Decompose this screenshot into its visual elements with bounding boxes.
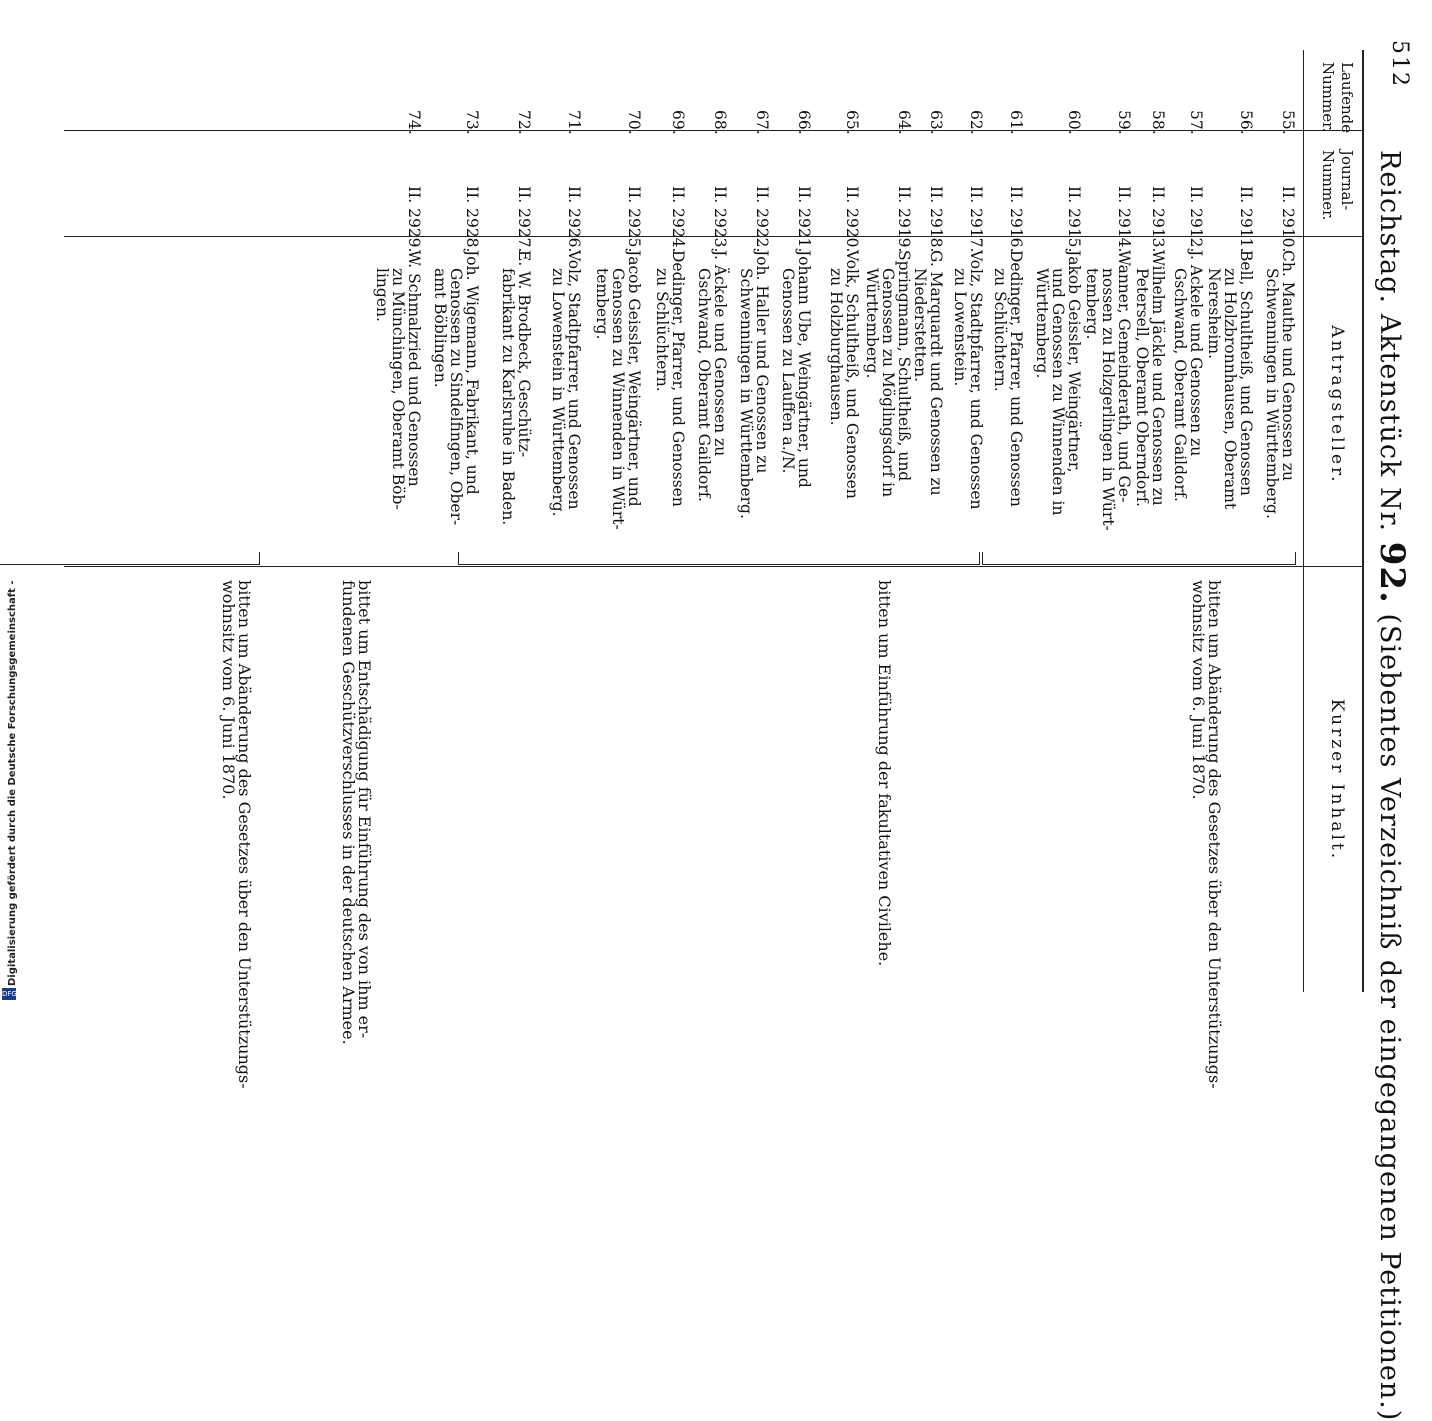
antragsteller-line: Gschwand, Oberamt Gaildorf.: [695, 268, 713, 502]
antragsteller: [780, 250, 812, 572]
row-number: 64.: [895, 110, 913, 135]
journal-number: II. 2928.: [463, 186, 481, 253]
antragsteller-line: Genossen zu Winnenden in Würt-: [609, 268, 627, 530]
antragsteller-line: Ch. Mauthe und Genossen zu: [1279, 250, 1297, 481]
antragsteller: [992, 250, 1024, 572]
row-number: 59.: [1115, 110, 1133, 135]
antragsteller: [738, 250, 770, 572]
inhalt-group-4-line1: bitten um Abänderung des Gesetzes über den Unterstützungs-: [235, 580, 254, 1089]
column-header-laufende-line1: Laufende: [1338, 62, 1356, 134]
brace-group-1: [982, 552, 1296, 565]
antragsteller-line: Neresheim.: [1205, 268, 1223, 360]
row-number: 71.: [565, 110, 583, 135]
antragsteller: [654, 250, 686, 572]
row-number: 56.: [1237, 110, 1255, 135]
antragsteller-line: Petersell, Oberamt Oberndorf.: [1133, 268, 1151, 507]
antragsteller: [1034, 250, 1082, 572]
antragsteller: [550, 250, 582, 572]
brace-group-4: [0, 552, 260, 565]
antragsteller-line: amt Böblingen.: [431, 268, 449, 388]
antragsteller-line: und Genossen zu Winnenden in: [1049, 268, 1067, 516]
antragsteller-line: temberg.: [1083, 268, 1101, 340]
antragsteller-line: J. Ackele und Genossen zu: [1187, 250, 1205, 457]
digitization-footer: [0, 0, 20, 1000]
antragsteller-line: Wilhelm Jäckle und Genossen zu: [1149, 250, 1167, 506]
column-header-inhalt: Kurzer Inhalt.: [1327, 698, 1347, 862]
row-number: 69.: [669, 110, 687, 135]
antragsteller-line: Joh. Wigemann, Fabrikant, und: [463, 250, 481, 495]
journal-number: II. 2916.: [1007, 186, 1025, 253]
antragsteller: [1084, 250, 1132, 572]
journal-number: II. 2913.: [1149, 186, 1167, 253]
antragsteller-line: zu Schlüchtern.: [653, 268, 671, 392]
inhalt-group-3-line1: bittet um Entschädigung für Einführung des von ihm er-: [355, 580, 374, 1039]
header-rule-bottom: [1303, 50, 1304, 992]
antragsteller-line: Schwenningen in Württemberg.: [737, 268, 755, 519]
inhalt-group-4: [220, 580, 252, 1089]
inhalt-group-3-line2: fundenen Geschützverschlusses in der deutschen Armee.: [339, 580, 358, 1045]
antragsteller: [952, 250, 984, 572]
antragsteller-line: Springmann, Schultheiß, und: [895, 250, 913, 482]
column-header-journal-line1: Journal-: [1338, 150, 1356, 211]
antragsteller-line: zu Münchingen, Oberamt Böb-: [389, 268, 407, 510]
journal-number: II. 2923.: [711, 186, 729, 253]
journal-number: II. 2912.: [1187, 186, 1205, 253]
journal-number: II. 2929.: [405, 186, 423, 253]
antragsteller-line: lingen.: [373, 268, 391, 322]
header-title-number: 92.: [1372, 541, 1412, 604]
row-number: 73.: [463, 110, 481, 135]
journal-number: II. 2911.: [1237, 186, 1255, 253]
row-number: 72.: [515, 110, 533, 135]
antragsteller-line: Joh. Haller und Genossen zu: [753, 250, 771, 474]
antragsteller: [696, 250, 728, 572]
header-title-prefix: Reichstag. Aktenstück Nr.: [1374, 150, 1405, 533]
inhalt-group-2-line1: bitten um Einführung der fakultativen Civilehe.: [875, 580, 894, 967]
antragsteller-line: Genossen zu Lauffen a./N.: [779, 268, 797, 474]
antragsteller-line: Bell, Schultheiß, und Genossen: [1237, 250, 1255, 496]
footer-credit: Digitalisierung gefördert durch die Deutsche Forschungsgemeinschaft -: [7, 580, 18, 986]
brace-group-2: [458, 552, 980, 565]
column-header-journal-line2: Nummer.: [1319, 150, 1337, 221]
antragsteller-line: Jakob Geissler, Weingärtner,: [1065, 250, 1083, 473]
header-rule-top: [1362, 50, 1364, 992]
journal-number: II. 2919.: [895, 186, 913, 253]
antragsteller-line: temberg.: [593, 268, 611, 340]
antragsteller-line: W. Schmalzried und Genossen: [405, 250, 423, 487]
column-header-journal: [1318, 150, 1356, 220]
antragsteller: [500, 250, 532, 572]
antragsteller: [432, 250, 480, 572]
dfg-logo: DFG: [2, 990, 17, 998]
antragsteller-line: J. Äckele und Genossen zu: [711, 250, 729, 457]
row-number: 65.: [843, 110, 861, 135]
antragsteller-line: zu Lowenstein.: [951, 268, 969, 387]
antragsteller-line: G. Marquardt und Genossen zu: [927, 250, 945, 496]
journal-number: II. 2921.: [795, 186, 813, 253]
page-number: 512: [1387, 40, 1412, 88]
column-header-antragsteller: Antragsteller.: [1327, 325, 1347, 485]
journal-number: II. 2915.: [1065, 186, 1083, 253]
antragsteller-line: nossen zu Holzgerlingen in Würt-: [1099, 268, 1117, 531]
antragsteller-line: Dedinger, Pfarrer, und Genossen: [1007, 250, 1025, 507]
journal-number: II. 2925.: [625, 186, 643, 253]
journal-number: II. 2914.: [1115, 186, 1133, 253]
journal-number: II. 2924.: [669, 186, 687, 253]
antragsteller-line: Württemberg.: [1033, 268, 1051, 379]
inhalt-group-1-line1: bitten um Abänderung des Gesetzes über den Unterstützungs-: [1205, 580, 1224, 1089]
row-number: 70.: [625, 110, 643, 135]
antragsteller-line: Württemberg.: [863, 268, 881, 379]
header-title: [1372, 150, 1412, 1421]
antragsteller-line: Niederstetten.: [911, 268, 929, 383]
row-number: 68.: [711, 110, 729, 135]
antragsteller-line: Volz, Stadtpfarrer, und Genossen: [565, 250, 583, 510]
antragsteller-line: Volz, Stadtpfarrer, und Genossen: [967, 250, 985, 510]
row-number: 61.: [1007, 110, 1025, 135]
inhalt-group-1: [1190, 580, 1222, 1089]
antragsteller-line: Genossen zu Sindelfingen, Ober-: [447, 268, 465, 526]
antragsteller-line: Gschwand, Oberamt Gaildorf.: [1171, 268, 1189, 502]
antragsteller-line: Genossen zu Möglingsdorf in: [879, 268, 897, 498]
antragsteller-line: Schwenningen in Württemberg.: [1263, 268, 1281, 519]
antragsteller-line: zu Schlüchtern.: [991, 268, 1009, 392]
row-number: 58.: [1149, 110, 1167, 135]
antragsteller: [864, 250, 912, 572]
row-number: 62.: [967, 110, 985, 135]
row-number: 57.: [1187, 110, 1205, 135]
row-number: 67.: [753, 110, 771, 135]
row-number: 66.: [795, 110, 813, 135]
journal-number: II. 2920.: [843, 186, 861, 253]
antragsteller-line: zu Holzburghausen.: [827, 268, 845, 426]
antragsteller-line: E. W. Brodbeck, Geschütz-: [515, 250, 533, 458]
antragsteller: [374, 250, 422, 572]
antragsteller: [1206, 250, 1254, 572]
journal-number: II. 2922.: [753, 186, 771, 253]
inhalt-group-3: [340, 580, 372, 1045]
antragsteller: [828, 250, 860, 572]
journal-number: II. 2910.: [1279, 186, 1297, 253]
antragsteller: [1172, 250, 1204, 572]
antragsteller-line: Johann Ube, Weingärtner, und: [795, 250, 813, 488]
antragsteller: [1134, 250, 1166, 572]
row-number: 60.: [1065, 110, 1083, 135]
journal-number: II. 2917.: [967, 186, 985, 253]
column-header-laufende-line2: Nummer.: [1319, 62, 1337, 133]
antragsteller-line: zu Lowenstein in Württemberg.: [549, 268, 567, 517]
antragsteller: [594, 250, 642, 572]
antragsteller-line: Jacob Geissler, Weingärtner, und: [625, 250, 643, 507]
row-number: 74.: [405, 110, 423, 135]
antragsteller: [1264, 250, 1296, 572]
antragsteller-line: zu Holzbronnhausen, Oberamt: [1221, 268, 1239, 510]
row-number: 55.: [1279, 110, 1297, 135]
journal-number: II. 2926.: [565, 186, 583, 253]
journal-number: II. 2927.: [515, 186, 533, 253]
antragsteller-line: fabrikant zu Karlsruhe in Baden.: [499, 268, 517, 526]
header-title-suffix: (Siebentes Verzeichniß der eingegangenen Petitionen.): [1374, 613, 1405, 1421]
inhalt-group-2: [876, 580, 892, 966]
page-header: [1372, 40, 1412, 1421]
antragsteller-line: Dedinger, Pfarrer, und Genossen: [669, 250, 687, 507]
antragsteller-line: Volk, Schultheiß, und Genossen: [843, 250, 861, 499]
antragsteller: [912, 250, 944, 572]
column-header-laufende: [1318, 62, 1356, 133]
journal-number: II. 2918.: [927, 186, 945, 253]
inhalt-group-4-line2: wohnsitz vom 6. Juni 1870.: [219, 580, 238, 800]
inhalt-group-1-line2: wohnsitz vom 6. Juni 1870.: [1189, 580, 1208, 800]
antragsteller-line: Wanner, Gemeinderath, und Ge-: [1115, 250, 1133, 503]
row-number: 63.: [927, 110, 945, 135]
